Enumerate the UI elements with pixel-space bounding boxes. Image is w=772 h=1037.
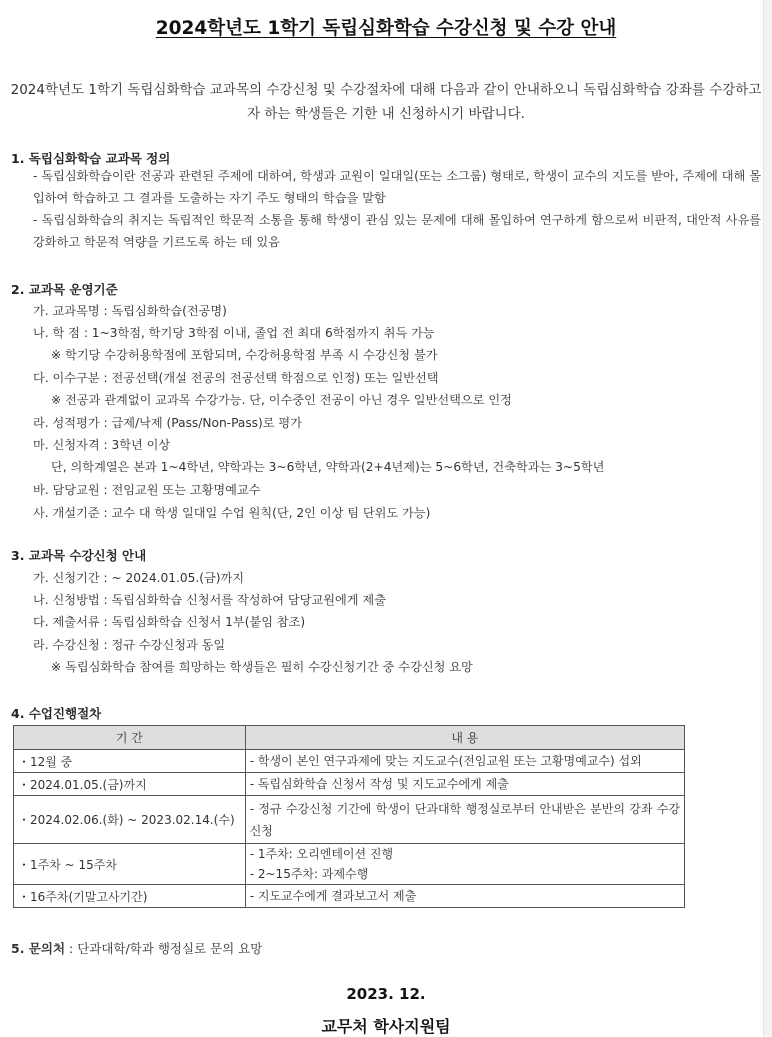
section-3-item-method: 나. 신청방법 : 독립심화학습 신청서를 작성하여 담당교원에게 제출 [33, 593, 386, 607]
page-title [0, 14, 772, 40]
section-1-heading: 1. 독립심화학습 교과목 정의 [11, 151, 171, 166]
footer-date: 2023. 12. [346, 985, 426, 1003]
content-line: - 1주차: 오리엔테이션 진행 [249, 847, 394, 861]
content-cell: - 지도교수에게 결과보고서 제출 [245, 885, 684, 908]
section-2-item-criteria: 사. 개설기준 : 교수 대 학생 일대일 수업 원칙(단, 2인 이상 팀 단위도 가능) [33, 506, 431, 520]
section-2-item-instructor: 바. 담당교원 : 전임교원 또는 고황명예교수 [33, 483, 261, 497]
contact-text: : 단과대학/학과 행정실로 문의 요망 [65, 941, 263, 956]
content-cell: - 독립심화학습 신청서 작성 및 지도교수에게 제출 [245, 773, 684, 796]
section-1-paragraph-1: - 독립심화학습이란 전공과 관련된 주제에 대하여, 학생과 교원이 일대일(또는 소그룹) 형태로, 학생이 교수의 지도를 받아, 주제에 대해 몰입하여 학습하고 그 결과를 도출하는 자기 주도 형태의 학습을 말함 [33, 169, 761, 205]
scrollbar[interactable] [763, 0, 772, 1036]
period-cell: ・16주차(기말고사기간) [14, 885, 246, 908]
section-5-heading: 5. 문의처 [11, 941, 66, 956]
column-header-content: 내 용 [245, 726, 684, 750]
section-2-item-grading: 라. 성적평가 : 급제/낙제 (Pass/Non-Pass)로 평가 [33, 416, 302, 430]
section-3-note-registration: ※ 독립심화학습 참여를 희망하는 학생들은 필히 수강신청기간 중 수강신청 요망 [51, 660, 473, 674]
content-line: - 2~15주차: 과제수행 [249, 867, 369, 881]
section-2-item-category: 다. 이수구분 : 전공선택(개설 전공의 전공선택 학점으로 인정) 또는 일반선택 [33, 371, 439, 385]
intro-paragraph: 2024학년도 1학기 독립심화학습 교과목의 수강신청 및 수강절차에 대해 다음과 같이 안내하오니 독립심화학습 강좌를 수강하고자 하는 학생들은 기한 내 신청하시기 바랍니다. [10, 82, 762, 122]
section-4-heading: 4. 수업진행절차 [11, 706, 102, 721]
content-cell [245, 844, 684, 885]
section-3-item-period: 가. 신청기간 : ~ 2024.01.05.(금)까지 [33, 571, 245, 585]
table-header-row [14, 726, 685, 750]
content-cell: - 정규 수강신청 기간에 학생이 단과대학 행정실로부터 안내받은 분반의 강좌 수강신청 [245, 796, 684, 844]
table-row [14, 750, 685, 773]
content-cell: - 학생이 본인 연구과제에 맞는 지도교수(전임교원 또는 고황명예교수) 섭외 [245, 750, 684, 773]
section-2-item-eligibility: 마. 신청자격 : 3학년 이상 [33, 438, 171, 452]
table-row [14, 796, 685, 844]
table-row [14, 844, 685, 885]
section-3-heading: 3. 교과목 수강신청 안내 [11, 548, 147, 563]
table-row [14, 885, 685, 908]
section-2-note-eligibility: 단, 의학계열은 본과 1~4학년, 약학과는 3~6학년, 약학과(2+4년제)는 5~6학년, 건축학과는 3~5학년 [51, 460, 605, 474]
section-3-item-documents: 다. 제출서류 : 독립심화학습 신청서 1부(붙임 참조) [33, 615, 306, 629]
period-cell: ・1주차 ~ 15주차 [14, 844, 246, 885]
period-cell: ・2024.01.05.(금)까지 [14, 773, 246, 796]
contact-line [11, 939, 262, 957]
table-row [14, 773, 685, 796]
section-2-item-name: 가. 교과목명 : 독립심화학습(전공명) [33, 304, 227, 318]
footer-department: 교무처 학사지원팀 [321, 1017, 451, 1036]
page-title-text: 2024학년도 1학기 독립심화학습 수강신청 및 수강 안내 [155, 18, 617, 39]
procedure-table [13, 725, 685, 908]
column-header-period: 기 간 [14, 726, 246, 750]
section-2-note-credits: ※ 학기당 수강허용학점에 포함되며, 수강허용학점 부족 시 수강신청 불가 [51, 348, 438, 362]
section-2-note-category: ※ 전공과 관계없이 교과목 수강가능. 단, 이수중인 전공이 아닌 경우 일반선택으로 인정 [51, 393, 512, 407]
period-cell: ・2024.02.06.(화) ~ 2023.02.14.(수) [14, 796, 246, 844]
section-1-paragraph-2: - 독립심화학습의 취지는 독립적인 학문적 소통을 통해 학생이 관심 있는 문제에 대해 몰입하여 연구하게 함으로써 비판적, 대안적 사유를 강화하고 학문적 역량을 기르도록 하는 데 있음 [33, 213, 761, 249]
section-3-item-registration: 라. 수강신청 : 정규 수강신청과 동일 [33, 638, 226, 652]
period-cell: ・12월 중 [14, 750, 246, 773]
section-2-heading: 2. 교과목 운영기준 [11, 282, 118, 297]
section-2-item-credits: 나. 학 점 : 1~3학점, 학기당 3학점 이내, 졸업 전 최대 6학점까지 취득 가능 [33, 326, 435, 340]
